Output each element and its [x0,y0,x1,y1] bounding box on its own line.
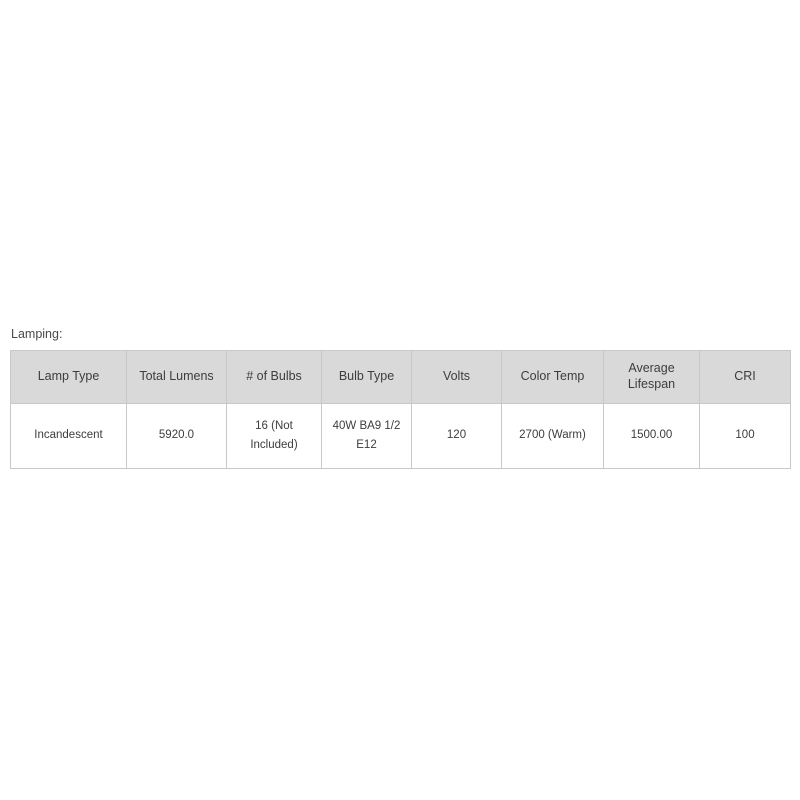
section-label: Lamping: [11,327,63,341]
cell-bulb-type: 40W BA9 1/2 E12 [322,403,412,468]
cell-average-lifespan: 1500.00 [604,403,700,468]
column-header-volts: Volts [412,350,502,403]
lamping-table [10,350,791,469]
column-header-cri: CRI [700,350,791,403]
lamping-spec-block [10,326,790,469]
column-header-total-lumens: Total Lumens [127,350,227,403]
cell-cri: 100 [700,403,791,468]
column-header-number-of-bulbs: # of Bulbs [227,350,322,403]
cell-number-of-bulbs: 16 (Not Included) [227,403,322,468]
column-header-lamp-type: Lamp Type [11,350,127,403]
cell-total-lumens: 5920.0 [127,403,227,468]
column-header-color-temp: Color Temp [502,350,604,403]
table-header-row [11,350,791,403]
cell-color-temp: 2700 (Warm) [502,403,604,468]
column-header-average-lifespan: Average Lifespan [604,350,700,403]
table-row [11,403,791,468]
cell-lamp-type: Incandescent [11,403,127,468]
column-header-bulb-type: Bulb Type [322,350,412,403]
cell-volts: 120 [412,403,502,468]
